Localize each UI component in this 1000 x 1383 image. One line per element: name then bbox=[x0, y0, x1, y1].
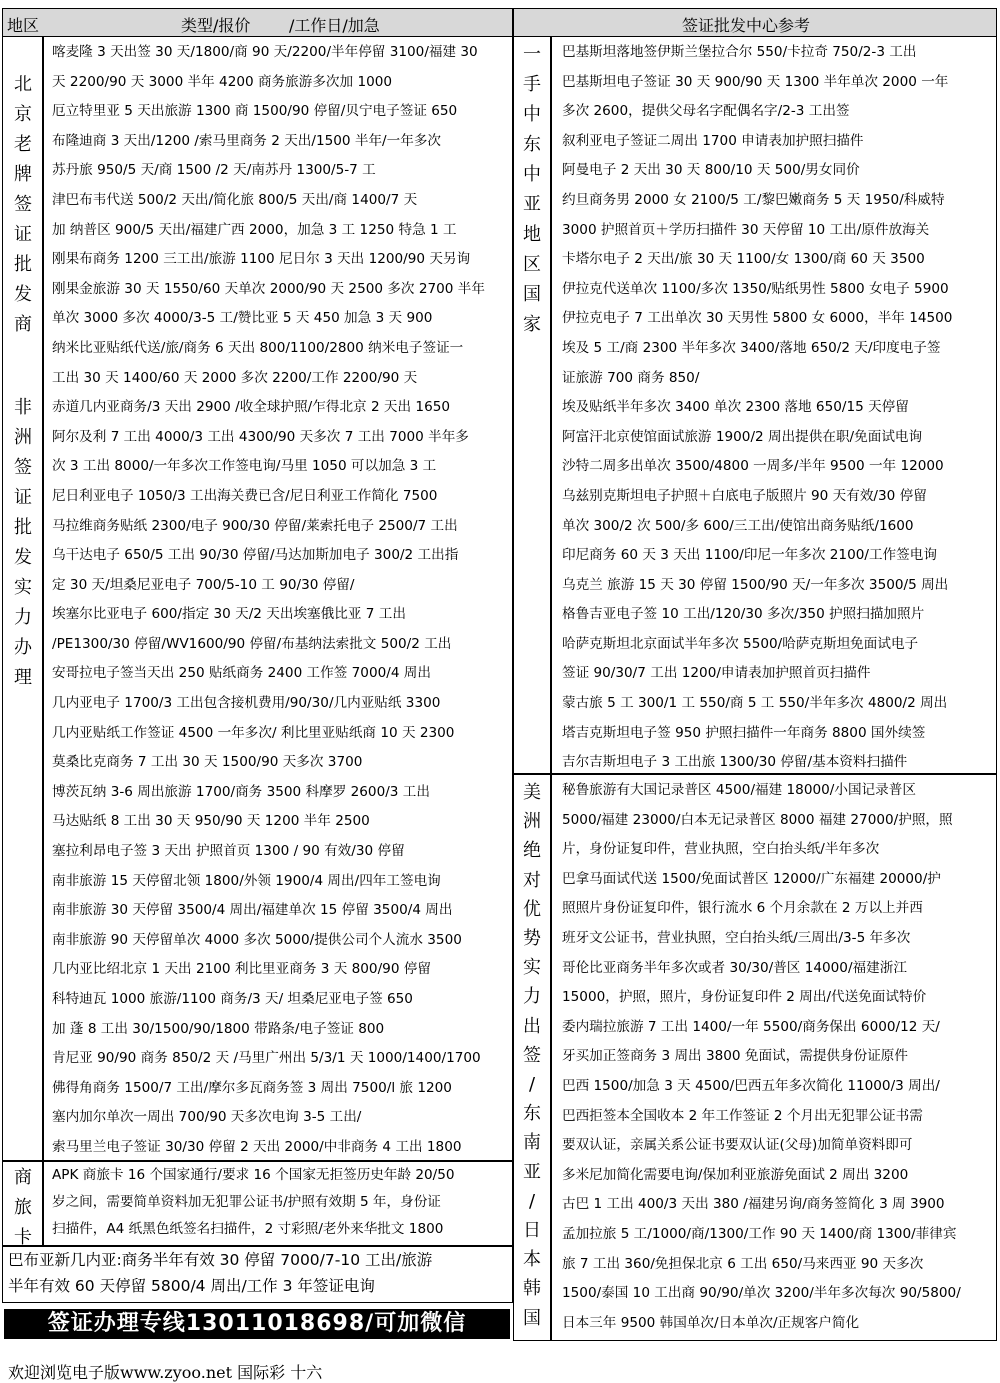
price-line: 厄立特里亚 5 天出旅游 1300 商 1500/90 停留/贝宁电子签证 650 bbox=[52, 103, 458, 120]
price-line: 索马里兰电子签证 30/30 停留 2 天出 2000/中非商务 4 工出 1800 bbox=[52, 1138, 462, 1155]
price-line: 天 2200/90 天 3000 半年 4200 商务旅游多次加 1000 bbox=[52, 73, 393, 90]
price-line: 刚果金旅游 30 天 1550/60 天单次 2000/90 天 2500 多次 2700 半年 bbox=[52, 280, 485, 297]
price-line: 1500/泰国 10 工出商 90/90/单次 3200/半年多次每次 90/5800/ bbox=[562, 1285, 961, 1302]
price-line: 乌干达电子 650/5 工出 90/30 停留/马达加斯加电子 300/2 工出指 bbox=[52, 547, 459, 564]
price-line: 多米尼加简化需要电询/保加利亚旅游免面试 2 周出 3200 bbox=[562, 1166, 909, 1183]
footer-text: 欢迎浏览电子版www.zyoo.net 国际彩 十六 bbox=[8, 1363, 323, 1382]
title-char: 理 bbox=[14, 667, 32, 688]
title-char: 国 bbox=[523, 1307, 541, 1329]
title-char: 老 bbox=[14, 134, 32, 155]
price-line: 格鲁吉亚电子签 10 工出/120/30 多次/350 护照扫描加照片 bbox=[562, 606, 925, 623]
price-line: 加 纳普区 900/5 天出/福建广西 2000，加急 3 工 1250 特急 1 工 bbox=[52, 221, 457, 238]
title-char: 洲 bbox=[14, 427, 32, 448]
right-title-americas-asia bbox=[519, 778, 545, 1333]
left-title-divider bbox=[42, 37, 44, 1245]
price-line: 埃塞尔比亚电子 600/指定 30 天/2 天出埃塞俄比亚 7 工出 bbox=[52, 606, 406, 623]
title-char: 对 bbox=[523, 869, 541, 891]
title-char: 区 bbox=[523, 254, 541, 275]
title-char: 一 bbox=[523, 44, 541, 65]
title-char: 南 bbox=[523, 1132, 541, 1154]
price-line: 布隆迪商 3 天出/1200 /索马里商务 2 天出/1500 半年/一年多次 bbox=[52, 132, 442, 149]
price-line: 半年有效 60 天停留 5800/4 周出/工作 3 年签证电询 bbox=[8, 1277, 375, 1295]
price-line: 多次 2600，提供父母名字配偶名字/2-3 工出签 bbox=[562, 103, 850, 120]
title-char: 日 bbox=[523, 1220, 541, 1242]
title-char: 签 bbox=[523, 1044, 541, 1066]
price-line: 阿尔及利 7 工出 4000/3 工出 4300/90 天多次 7 工出 7000 半年多 bbox=[52, 428, 469, 445]
price-line: 3000 护照首页＋学历扫描件 30 天停留 10 工出/原件放海关 bbox=[562, 221, 930, 238]
title-char: 旅 bbox=[14, 1197, 32, 1218]
middle-east-visa-list bbox=[562, 38, 994, 773]
price-line: 证旅游 700 商务 850/ bbox=[562, 369, 700, 386]
price-line: 安哥拉电子签当天出 250 贴纸商务 2400 工作签 7000/4 周出 bbox=[52, 665, 431, 682]
price-line: 纳米比亚贴纸代送/旅/商务 6 天出 800/1100/2800 纳米电子签证一 bbox=[52, 339, 464, 356]
title-char: 中 bbox=[523, 164, 541, 185]
price-line: 巴基斯坦落地签伊斯兰堡拉合尔 550/卡拉奇 750/2-3 工出 bbox=[562, 44, 917, 60]
price-line: 次 3 工出 8000/一年多次工作签电询/马里 1050 可以加急 3 工 bbox=[52, 458, 437, 475]
price-line: 马达贴纸 8 工出 30 天 950/90 天 1200 半年 2500 bbox=[52, 813, 370, 830]
price-line: 沙特二周多出单次 3500/4800 一周多/半年 9500 一年 12000 bbox=[562, 458, 944, 475]
price-line: 孟加拉旅 5 工/1000/商/1300/工作 90 天 1400/商 1300/菲律宾 bbox=[562, 1225, 957, 1242]
price-line: 15000，护照，照片，身份证复印件 2 周出/代送免面试特价 bbox=[562, 989, 927, 1006]
title-char: 手 bbox=[523, 74, 541, 95]
price-line: 埃及贴纸半年多次 3400 单次 2300 落地 650/15 天停留 bbox=[562, 399, 909, 416]
price-line: 5000/福建 23000/白本无记录普区 8000 福建 27000/护照，照 bbox=[562, 811, 953, 828]
right-title-middle-east bbox=[519, 40, 545, 340]
title-char: 办 bbox=[14, 637, 32, 658]
title-char: 力 bbox=[523, 986, 541, 1008]
price-line: 喀麦隆 3 天出签 30 天/1800/商 90 天/2200/半年停留 3100/福建 30 bbox=[52, 44, 478, 60]
title-char: 京 bbox=[14, 104, 32, 125]
price-line: 苏丹旅 950/5 天/商 1500 /2 天/南苏丹 1300/5-7 工 bbox=[52, 162, 376, 179]
title-char: 本 bbox=[523, 1249, 541, 1271]
price-line: 委内瑞拉旅游 7 工出 1400/一年 5500/商务保出 6000/12 天/ bbox=[562, 1018, 940, 1035]
visa-hotline-banner: 签证办理专线13011018698/可加微信 bbox=[4, 1309, 510, 1339]
price-line: 南非旅游 15 天停留北领 1800/外领 1900/4 周出/四年工签电询 bbox=[52, 872, 441, 889]
title-char: 商 bbox=[14, 314, 32, 335]
title-char: 卡 bbox=[14, 1227, 32, 1248]
title-char: 家 bbox=[523, 314, 541, 335]
price-line: 莫桑比克商务 7 工出 30 天 1500/90 天多次 3700 bbox=[52, 754, 363, 771]
price-line: 旅 7 工出 360/免担保北京 6 工出 650/马来西亚 90 天多次 bbox=[562, 1255, 924, 1272]
title-char: 发 bbox=[14, 284, 32, 305]
price-line: 卡塔尔电子 2 天出/旅 30 天 1100/女 1300/商 60 天 3500 bbox=[562, 251, 925, 268]
price-line: 南非旅游 30 天停留 3500/4 周出/福建单次 15 停留 3500/4 周出 bbox=[52, 902, 453, 919]
americas-asia-visa-list bbox=[562, 776, 994, 1340]
title-char: 亚 bbox=[523, 1161, 541, 1183]
price-line: 扫描件，A4 纸黑色纸签名扫描件，2 寸彩照/老外来华批文 1800 bbox=[52, 1221, 444, 1237]
price-line: 博茨瓦纳 3-6 周出旅游 1700/商务 3500 科摩罗 2600/3 工出 bbox=[52, 783, 430, 800]
price-line: 日本三年 9500 韩国单次/日本单次/正规客户简化 bbox=[562, 1314, 860, 1331]
title-char: 实 bbox=[523, 957, 541, 979]
left-title-africa bbox=[10, 393, 36, 693]
price-line: 秘鲁旅游有大国记录普区 4500/福建 18000/小国记录普区 bbox=[562, 782, 916, 798]
price-line: 签证 90/30/7 工出 1200/申请表加护照首页扫描件 bbox=[562, 665, 871, 682]
price-line: 要双认证，亲属关系公证书要双认证(父母)加简单资料即可 bbox=[562, 1137, 913, 1154]
price-line: 塞拉利昂电子签 3 天出 护照首页 1300 / 90 有效/30 停留 bbox=[52, 843, 405, 860]
price-line: 巴拿马面试代送 1500/免面试普区 12000/广东福建 20000/护 bbox=[562, 870, 941, 887]
title-char: 绝 bbox=[523, 840, 541, 862]
title-char: 势 bbox=[523, 928, 541, 950]
title-char: 美 bbox=[523, 782, 541, 803]
price-line: 牙买加正签商务 3 周出 3800 免面试，需提供身份证原件 bbox=[562, 1048, 908, 1065]
title-char: / bbox=[528, 1190, 536, 1212]
price-line: 赤道几内亚商务/3 天出 2900 /收全球护照/乍得北京 2 天出 1650 bbox=[52, 399, 451, 416]
price-line: 照照片身份证复印件，银行流水 6 个月余款在 2 万以上并西 bbox=[562, 900, 923, 917]
right-header bbox=[514, 9, 996, 37]
price-line: 阿富汗北京使馆面试旅游 1900/2 周出提供在职/免面试电询 bbox=[562, 428, 923, 445]
title-char: 东 bbox=[523, 1103, 541, 1125]
price-line: 巴布亚新几内亚:商务半年有效 30 停留 7000/7-10 工出/旅游 bbox=[8, 1251, 433, 1269]
price-line: 约旦商务男 2000 女 2100/5 工/黎巴嫩商务 5 天 1950/科威特 bbox=[562, 191, 945, 208]
title-char: 证 bbox=[14, 224, 32, 245]
price-line: 哥伦比亚商务半年多次或者 30/30/普区 14000/福建浙江 bbox=[562, 959, 907, 976]
price-line: 乌克兰 旅游 15 天 30 停留 1500/90 天/一年多次 3500/5 周出 bbox=[562, 576, 949, 593]
price-line: 科特迪瓦 1000 旅游/1100 商务/3 天/ 坦桑尼亚电子签 650 bbox=[52, 991, 413, 1007]
price-line: 蒙古旅 5 工 300/1 工 550/商 5 工 550/半年多次 4800/2 周出 bbox=[562, 695, 948, 712]
title-char: 东 bbox=[523, 134, 541, 155]
left-title-beijing bbox=[10, 70, 36, 340]
price-line: 定 30 天/坦桑尼亚电子 700/5-10 工 90/30 停留/ bbox=[52, 576, 355, 593]
price-line: /PE1300/30 停留/WV1600/90 停留/布基纳法索批文 500/2 工出 bbox=[52, 635, 452, 652]
title-char: 韩 bbox=[523, 1278, 541, 1300]
title-char: 亚 bbox=[523, 194, 541, 215]
papua-visa-list bbox=[8, 1247, 510, 1303]
title-char: 力 bbox=[14, 607, 32, 628]
title-char: / bbox=[528, 1074, 536, 1096]
title-char: 批 bbox=[14, 517, 32, 538]
header-workday: /工作日/加急 bbox=[289, 16, 380, 35]
price-line: 印尼商务 60 天 3 天出 1100/印尼一年多次 2100/工作签电询 bbox=[562, 547, 937, 564]
price-line: 佛得角商务 1500/7 工出/摩尔多瓦商务签 3 周出 7500/l 旅 1200 bbox=[52, 1079, 452, 1096]
africa-visa-list bbox=[52, 38, 510, 1160]
price-line: 南非旅游 90 天停留单次 4000 多次 5000/提供公司个人流水 3500 bbox=[52, 931, 462, 948]
price-line: 巴西拒签本全国收本 2 年工作签证 2 个月出无犯罪公证书需 bbox=[562, 1107, 923, 1124]
title-char: 出 bbox=[523, 1015, 541, 1037]
title-char: 非 bbox=[14, 397, 32, 418]
price-line: 古巴 1 工出 400/3 天出 380 /福建另询/商务签简化 3 周 3900 bbox=[562, 1196, 945, 1213]
price-line: 几内亚电子 1700/3 工出包含接机费用/90/30/几内亚贴纸 3300 bbox=[52, 695, 441, 712]
price-line: 几内亚比绍北京 1 天出 2100 利比里亚商务 3 天 800/90 停留 bbox=[52, 961, 431, 978]
left-title-business-card bbox=[10, 1163, 36, 1253]
price-line: 单次 300/2 次 500/多 600/三工出/使馆出商务贴纸/1600 bbox=[562, 517, 914, 534]
title-char: 证 bbox=[14, 487, 32, 508]
price-line: 乌兹别克斯坦电子护照＋白底电子版照片 90 天有效/30 停留 bbox=[562, 487, 927, 504]
price-line: 巴基斯坦电子签证 30 天 900/90 天 1300 半年单次 2000 一年 bbox=[562, 73, 949, 90]
title-char: 优 bbox=[523, 898, 541, 920]
price-line: 巴西 1500/加急 3 天 4500/巴西五年多次简化 11000/3 周出/ bbox=[562, 1077, 940, 1094]
price-line: 塔吉克斯坦电子签 950 护照扫描件一年商务 8800 国外续签 bbox=[562, 724, 926, 741]
price-line: 几内亚贴纸工作签证 4500 一年多次/ 利比里亚贴纸商 10 天 2300 bbox=[52, 724, 455, 741]
left-header bbox=[3, 9, 512, 37]
price-line: 伊拉克代送单次 1100/多次 1350/贴纸男性 5800 女电子 5900 bbox=[562, 280, 949, 297]
price-line: 埃及 5 工/商 2300 半年多次 3400/落地 650/2 天/印度电子签 bbox=[562, 339, 941, 356]
price-line: 吉尔吉斯坦电子 3 工出旅 1300/30 停留/基本资料扫描件 bbox=[562, 754, 908, 771]
price-line: 工出 30 天 1400/60 天 2000 多次 2200/工作 2200/90 天 bbox=[52, 369, 418, 386]
title-char: 北 bbox=[14, 74, 32, 95]
title-char: 国 bbox=[523, 284, 541, 305]
price-line: 津巴布韦代送 500/2 天出/简化旅 800/5 天出/商 1400/7 天 bbox=[52, 191, 418, 208]
price-line: 塞内加尔单次一周出 700/90 天多次电询 3-5 工出/ bbox=[52, 1109, 362, 1126]
price-line: 加 蓬 8 工出 30/1500/90/1800 带路条/电子签证 800 bbox=[52, 1020, 385, 1037]
price-line: 肯尼亚 90/90 商务 850/2 天 /马里广州出 5/3/1 天 1000/1400/1700 bbox=[52, 1050, 481, 1067]
title-char: 牌 bbox=[14, 164, 32, 185]
right-title-divider bbox=[550, 37, 552, 1340]
right-section-divider bbox=[514, 773, 996, 775]
business-card-list bbox=[52, 1162, 510, 1246]
title-char: 实 bbox=[14, 577, 32, 598]
title-char: 签 bbox=[14, 194, 32, 215]
header-type-price: 类型/报价 bbox=[181, 16, 251, 35]
header-region: 地区 bbox=[7, 16, 40, 35]
title-char: 商 bbox=[14, 1167, 32, 1188]
title-char: 发 bbox=[14, 547, 32, 568]
price-line: 刚果布商务 1200 三工出/旅游 1100 尼日尔 3 天出 1200/90 天另询 bbox=[52, 251, 471, 268]
price-line: 伊拉克电子 7 工出单次 30 天男性 5800 女 6000，半年 14500 bbox=[562, 310, 953, 327]
price-line: 片，身份证复印件，营业执照，空白抬头纸/半年多次 bbox=[562, 841, 880, 858]
title-char: 签 bbox=[14, 457, 32, 478]
title-char: 洲 bbox=[523, 811, 541, 833]
price-line: 马拉维商务贴纸 2300/电子 900/30 停留/莱索托电子 2500/7 工出 bbox=[52, 517, 458, 534]
price-line: 岁之间，需要简单资料加无犯罪公证书/护照有效期 5 年，身份证 bbox=[52, 1194, 441, 1210]
price-line: 尼日利亚电子 1050/3 工出海关费已含/尼日利亚工作简化 7500 bbox=[52, 487, 438, 504]
title-char: 批 bbox=[14, 254, 32, 275]
price-line: 叙利亚电子签证二周出 1700 申请表加护照扫描件 bbox=[562, 132, 864, 149]
price-line: 单次 3000 多次 4000/3-5 工/赞比亚 5 天 450 加急 3 天 900 bbox=[52, 310, 433, 327]
header-center-ref: 签证批发中心参考 bbox=[682, 16, 811, 35]
price-line: 哈萨克斯坦北京面试半年多次 5500/哈萨克斯坦免面试电子 bbox=[562, 635, 919, 652]
price-line: 阿曼电子 2 天出 30 天 800/10 天 500/男女同价 bbox=[562, 162, 860, 179]
price-line: APK 商旅卡 16 个国家通行/要求 16 个国家无拒签历史年龄 20/50 bbox=[52, 1167, 455, 1183]
price-line: 班牙文公证书，营业执照，空白抬头纸/三周出/3-5 年多次 bbox=[562, 929, 911, 946]
title-char: 地 bbox=[523, 224, 541, 245]
title-char: 中 bbox=[523, 104, 541, 125]
